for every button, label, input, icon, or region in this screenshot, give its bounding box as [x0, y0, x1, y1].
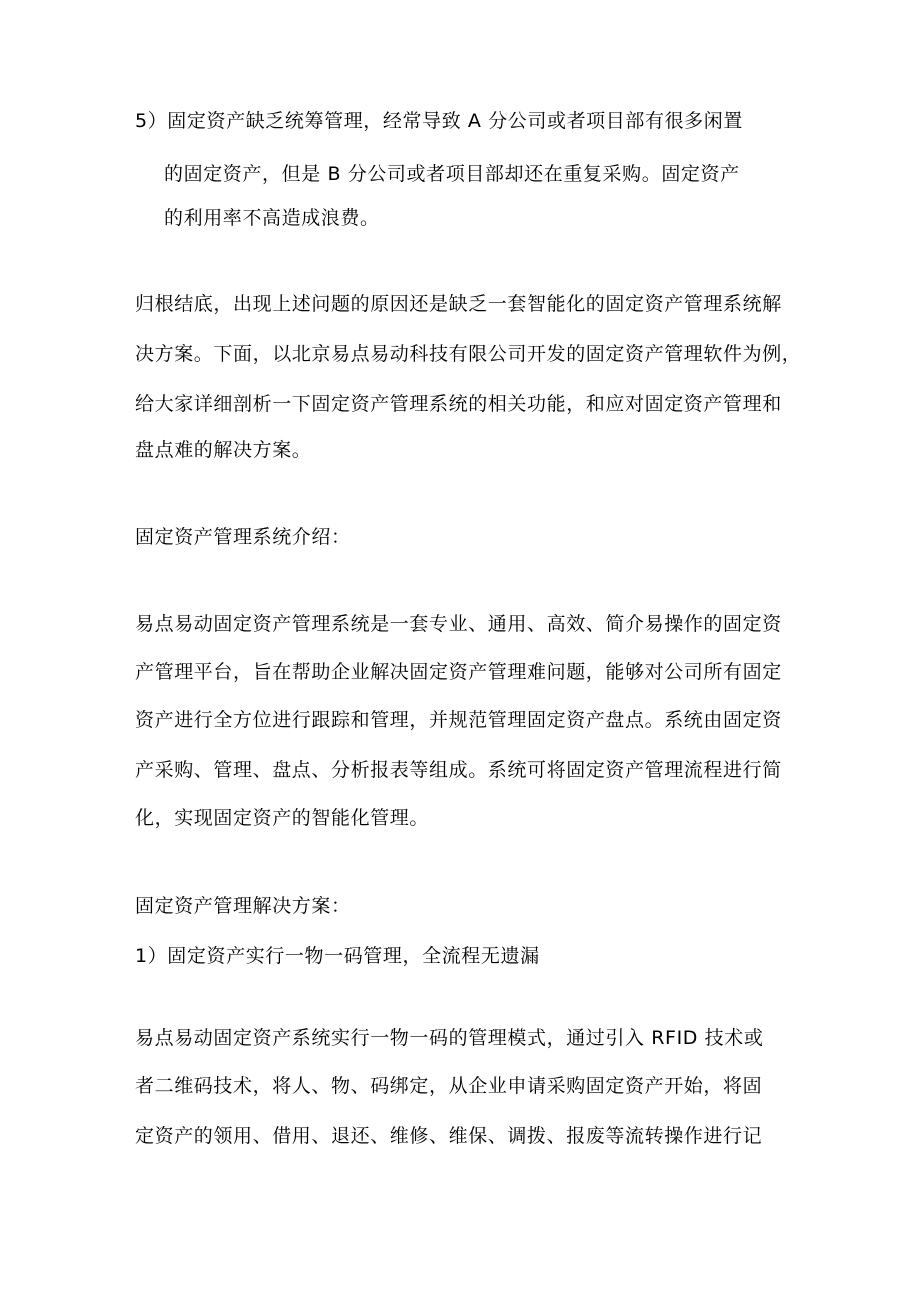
solution-heading: 固定资产管理解决方案： [135, 895, 351, 917]
solution-item-1: 1）固定资产实行一物一码管理，全流程无遗漏 [135, 945, 540, 967]
intro-line-2: 产管理平台，旨在帮助企业解决固定资产管理难问题，能够对公司所有固定 [135, 661, 782, 683]
conclusion-line-1: 归根结底，出现上述问题的原因还是缺乏一套智能化的固定资产管理系统解 [135, 293, 782, 315]
item5-line-2: 的固定资产，但是 B 分公司或者项目部却还在重复采购。固定资产 [164, 163, 740, 185]
solution-body-line-2: 者二维码技术，将人、物、码绑定，从企业申请采购固定资产开始，将固 [135, 1075, 763, 1097]
conclusion-line-2: 决方案。下面，以北京易点易动科技有限公司开发的固定资产管理软件为例， [135, 343, 802, 365]
conclusion-line-3: 给大家详细剖析一下固定资产管理系统的相关功能，和应对固定资产管理和 [135, 393, 782, 415]
item5-line-1: 5）固定资产缺乏统筹管理，经常导致 A 分公司或者项目部有很多闲置 [135, 110, 743, 132]
intro-line-4: 产采购、管理、盘点、分析报表等组成。系统可将固定资产管理流程进行简 [135, 759, 782, 781]
intro-line-1: 易点易动固定资产管理系统是一套专业、通用、高效、简介易操作的固定资 [135, 613, 782, 635]
solution-body-line-1: 易点易动固定资产系统实行一物一码的管理模式，通过引入 RFID 技术或 [135, 1027, 764, 1049]
conclusion-line-4: 盘点难的解决方案。 [135, 439, 312, 461]
intro-line-5: 化，实现固定资产的智能化管理。 [135, 807, 430, 829]
item5-line-3: 的利用率不高造成浪费。 [164, 207, 380, 229]
solution-body-line-3: 定资产的领用、借用、退还、维修、维保、调拨、报废等流转操作进行记 [135, 1125, 763, 1147]
intro-line-3: 资产进行全方位进行跟踪和管理，并规范管理固定资产盘点。系统由固定资 [135, 709, 782, 731]
intro-heading: 固定资产管理系统介绍： [135, 526, 351, 548]
